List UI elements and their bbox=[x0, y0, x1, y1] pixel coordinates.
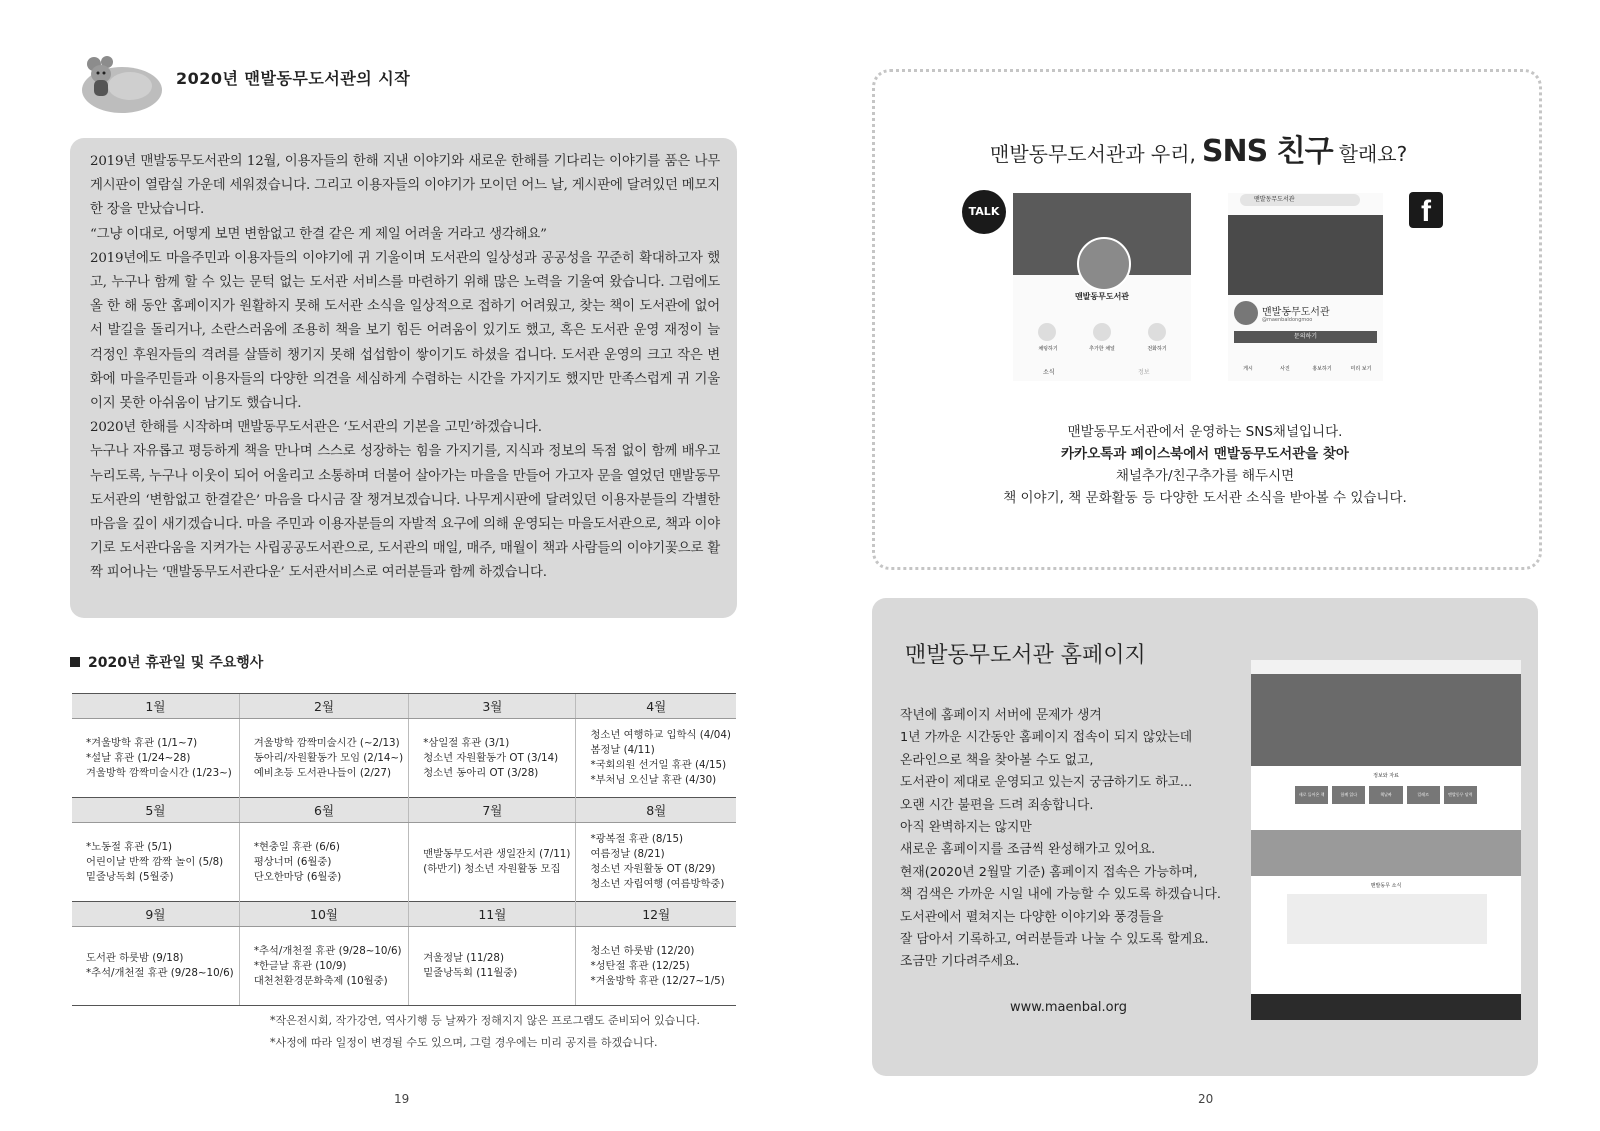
facebook-action: 미리 보기 bbox=[1350, 366, 1372, 372]
month-header: 2월 bbox=[239, 694, 408, 719]
facebook-action: 홍보하기 bbox=[1312, 366, 1332, 372]
month-header: 6월 bbox=[239, 798, 408, 823]
site-section-title: 정보와 자료 bbox=[1373, 773, 1399, 779]
schedule-item: 청소년 자원활동 OT (8/29) bbox=[590, 863, 716, 875]
kakaotalk-icon: TALK bbox=[962, 190, 1006, 234]
schedule-item: 청소년 하룻밤 (12/20) bbox=[590, 944, 695, 957]
facebook-action: 게시 bbox=[1243, 366, 1253, 372]
month-header: 3월 bbox=[409, 694, 576, 719]
schedule-item: 청소년 동아리 OT (3/28) bbox=[423, 766, 539, 779]
month-header: 10월 bbox=[239, 902, 408, 927]
homepage-text-line: 현재(2020년 2월말 기준) 홈페이지 접속은 가능하며, bbox=[900, 864, 1198, 880]
month-header: 5월 bbox=[72, 798, 239, 823]
homepage-text-line: 새로운 홈페이지를 조금씩 완성해가고 있어요. bbox=[900, 842, 1156, 858]
sns-description: 맨발동무도서관에서 운영하는 SNS채널입니다. 카카오톡과 페이스북에서 맨발동무도서관을 찾아 채널추가/친구추가를 해두시면 책 이야기, 책 문화활동 등 다양한 도서관 소식을 받아볼 수 있습니다. bbox=[1003, 424, 1407, 506]
homepage-text-line: 책 검색은 가까운 시일 내에 가능할 수 있도록 하겠습니다. bbox=[900, 887, 1221, 903]
homepage-text bbox=[900, 705, 1260, 974]
kakao-bottom-tab: 정보 bbox=[1138, 369, 1150, 376]
schedule-item: 겨울방학 깜짝미술시간 (1/23~) bbox=[86, 766, 232, 779]
homepage-text-line: 1년 가까운 시간동안 홈페이지 접속이 되지 않았는데 bbox=[900, 730, 1193, 746]
schedule-item: 겨울방학 깜짝미술시간 (~2/13) bbox=[253, 736, 400, 749]
schedule-item: 청소년 자원활동가 OT (3/14) bbox=[423, 751, 559, 764]
sns-heading: 맨발동무도서관과 우리, SNS 친구 할래요? bbox=[990, 134, 1408, 169]
month-header: 11월 bbox=[409, 902, 576, 927]
homepage-text-line: 작년에 홈페이지 서버에 문제가 생겨 bbox=[900, 708, 1102, 723]
intro-paragraph: 2020년 한해를 시작하며 맨발동무도서관은 ‘도서관의 기본을 고민’하겠습니다. bbox=[90, 420, 542, 436]
month-header: 12월 bbox=[576, 902, 736, 927]
schedule-item: 평상너머 (6월중) bbox=[253, 855, 332, 868]
month-header: 8월 bbox=[576, 798, 736, 823]
kakao-tab: 추가한 채널 bbox=[1089, 346, 1115, 352]
facebook-icon: f bbox=[1409, 192, 1443, 228]
facebook-handle: @maenbaldongmoo bbox=[1262, 317, 1313, 323]
schedule-item: 대천천환경문화축제 (10월중) bbox=[253, 974, 388, 987]
page-number: 19 bbox=[394, 1092, 410, 1106]
schedule-item: *한글날 휴관 (10/9) bbox=[253, 959, 347, 972]
facebook-page-name: 맨발동무도서관 bbox=[1262, 307, 1330, 318]
schedule-item: 겨울정날 (11/28) bbox=[423, 952, 504, 964]
schedule-item: *추석/개천절 휴관 (9/28~10/6) bbox=[86, 967, 234, 979]
homepage-url[interactable]: www.maenbal.org bbox=[1010, 1000, 1127, 1015]
profile-avatar bbox=[1234, 301, 1258, 325]
schedule-cell bbox=[239, 927, 408, 1006]
site-banner bbox=[1251, 830, 1521, 876]
site-menu-button: 함께 읽다 bbox=[1332, 786, 1365, 804]
site-menu bbox=[1295, 786, 1477, 804]
intro-paragraph: 2019년 맨발동무도서관의 12월, 이용자들의 한해 지낸 이야기와 새로운 한해를 기다리는 이야기를 품은 나무게시판이 열람실 가운데 세워졌습니다. 그리고 이용자들의 이야기가 모이던 어느 날, 게시판에 달려있던 메모지 한 장을 만났습니다. bbox=[90, 154, 720, 218]
schedule-item: 청소년 여행하교 입학식 (4/04) bbox=[590, 729, 731, 741]
schedule-table bbox=[72, 693, 736, 1006]
channel-icon bbox=[1093, 323, 1111, 341]
schedule-note: *사정에 따라 일정이 변경될 수도 있으며, 그럴 경우에는 미리 공지를 하겠습니다. bbox=[270, 1036, 658, 1049]
facebook-action: 사진 bbox=[1280, 366, 1290, 372]
page-number: 20 bbox=[1198, 1092, 1214, 1106]
facebook-contact-button: 문의하기 bbox=[1234, 331, 1377, 343]
schedule-item: (하반기) 청소년 자원활동 모집 bbox=[423, 863, 561, 875]
schedule-item: 맨발동무도서관 생일잔치 (7/11) bbox=[423, 848, 571, 860]
schedule-item: 단오한마당 (6월중) bbox=[253, 870, 342, 883]
site-news-thumbnails bbox=[1287, 894, 1487, 944]
facebook-page-screenshot bbox=[1228, 193, 1383, 381]
schedule-item: *광복절 휴관 (8/15) bbox=[590, 833, 684, 845]
profile-avatar bbox=[1077, 237, 1131, 291]
homepage-text-line: 온라인으로 책을 찾아볼 수도 없고, bbox=[900, 752, 1094, 768]
schedule-item: *노동절 휴관 (5/1) bbox=[86, 840, 173, 853]
homepage-screenshot bbox=[1251, 660, 1521, 1020]
site-footer bbox=[1251, 994, 1521, 1020]
homepage-title: 맨발동무도서관 홈페이지 bbox=[905, 643, 1146, 668]
site-menu-button: 새로 들어온 책 bbox=[1295, 786, 1328, 804]
schedule-item: 동아리/자원활동가 모임 (2/14~) bbox=[253, 751, 404, 764]
schedule-title: 2020년 휴관일 및 주요행사 bbox=[70, 652, 263, 672]
schedule-item: *국회의원 선거일 휴관 (4/15) bbox=[590, 759, 727, 771]
facebook-search: 맨발동무도서관 bbox=[1240, 194, 1360, 206]
schedule-cell bbox=[409, 719, 576, 798]
schedule-item: 도서관 하룻밤 (9/18) bbox=[86, 952, 184, 964]
schedule-cell bbox=[576, 719, 736, 798]
schedule-item: 청소년 자립여행 (여름방학중) bbox=[590, 878, 725, 890]
schedule-item: *겨울방학 휴관 (12/27~1/5) bbox=[590, 974, 725, 987]
kakao-channel-screenshot bbox=[1013, 193, 1191, 381]
schedule-item: 밑줄낭독회 (11월중) bbox=[423, 967, 518, 979]
kakao-bottom-tab: 소식 bbox=[1043, 369, 1055, 376]
homepage-text-line: 조금만 기다려주세요. bbox=[900, 954, 1020, 970]
homepage-text-line: 도서관이 제대로 운영되고 있는지 궁금하기도 하고... bbox=[900, 775, 1193, 791]
site-menu-button: 킬레르 bbox=[1407, 786, 1440, 804]
homepage-text-line: 잘 담아서 기록하고, 여러분들과 나눌 수 있도록 할게요. bbox=[900, 932, 1209, 948]
schedule-cell bbox=[409, 823, 576, 902]
schedule-cell bbox=[239, 823, 408, 902]
schedule-item: *삼일절 휴관 (3/1) bbox=[423, 736, 510, 749]
schedule-note: *작은전시회, 작가강연, 역사기행 등 날짜가 정해지지 않은 프로그램도 준비되어 있습니다. bbox=[270, 1014, 700, 1027]
month-header: 4월 bbox=[576, 694, 736, 719]
schedule-item: *추석/개천절 휴관 (9/28~10/6) bbox=[253, 944, 402, 957]
site-hero-photo bbox=[1251, 674, 1521, 766]
homepage-text-line: 도서관에서 펼쳐지는 다양한 이야기와 풍경들을 bbox=[900, 909, 1164, 925]
kakao-tab: 채팅하기 bbox=[1038, 346, 1058, 352]
schedule-cell bbox=[409, 927, 576, 1006]
chat-icon bbox=[1038, 323, 1056, 341]
homepage-text-line: 아직 완벽하지는 않지만 bbox=[900, 820, 1032, 836]
schedule-cell bbox=[72, 823, 239, 902]
site-header bbox=[1251, 660, 1521, 674]
site-menu-button: 맨발동무 달력 bbox=[1444, 786, 1477, 804]
schedule-cell bbox=[72, 927, 239, 1006]
schedule-cell bbox=[576, 927, 736, 1006]
homepage-text-line: 오랜 시간 불편을 드려 죄송합니다. bbox=[900, 797, 1094, 813]
intro-paragraph: 누구나 자유롭고 평등하게 책을 만나며 스스로 성장하는 힘을 가지기를, 지식과 정보의 독점 없이 함께 배우고 누리도록, 누구나 이웃이 되어 어울리고 소통하며 더불어 살아가는 마을을 만들어 가고자 문을 열었던 맨발동무도서관의 ‘변함없고 한결같은’ 마음을 다시금 잘 챙겨보겠습니다. 나무게시판에 달려있던 이용자분들의 각별한 마음을 깊이 새기겠습니다. 마을 주민과 이용자분들의 자발적 요구에 의해 운영되는 마을도서관으로, 책과 이야기로 도서관다움을 지켜가는 사립공공도서관으로, 도서관의 매일, 매주, 매월이 책과 사람들의 이야기꽃으로 활짝 피어나는 ‘맨발동무도서관다운’ 도서관서비스로 여러분들과 함께 하겠습니다. bbox=[90, 444, 720, 581]
schedule-item: *겨울방학 휴관 (1/1~7) bbox=[86, 736, 198, 749]
kakao-channel-name: 맨발동무도서관 bbox=[1074, 292, 1130, 301]
intro-quote: “그냥 이대로, 어떻게 보면 변함없고 한결 같은 게 제일 어려울 거라고 생각해요” bbox=[90, 226, 547, 242]
intro-text bbox=[90, 150, 720, 586]
site-menu-button: 책날짜 bbox=[1369, 786, 1402, 804]
intro-paragraph: 2019년에도 마을주민과 이용자들의 이야기에 귀 기울이며 도서관의 일상성과 공공성을 꾸준히 확대하고자 했고, 누구나 함께 할 수 있는 문턱 없는 도서관 서비스를 마련하기 위해 많은 노력을 기울여 왔습니다. 그럼에도 올 한 해 동안 홈페이지가 원활하지 못해 도서관 소식을 일상적으로 접하기 어려웠고, 찾는 책이 도서관에 없어서 발길을 돌리거나, 소란스러움에 조용히 책을 보기 힘든 어려움이 있기도 했고, 혹은 도서관 운영 재정이 늘 걱정인 후원자들의 격려를 살뜰히 챙기지 못해 섭섭함이 쌓이기도 하셨을 겁니다. 도서관 운영의 크고 작은 변화에 마을주민들과 이용자들의 다양한 의견을 세심하게 수렴하는 시간을 가지기도 했지만 만족스럽게 귀 기울이지 못한 아쉬움이 남기도 했습니다. bbox=[90, 250, 720, 412]
phone-icon bbox=[1148, 323, 1166, 341]
schedule-cell bbox=[576, 823, 736, 902]
schedule-cell bbox=[72, 719, 239, 798]
schedule-item: 여름정날 (8/21) bbox=[590, 848, 665, 860]
month-header: 9월 bbox=[72, 902, 239, 927]
cover-photo bbox=[1228, 215, 1383, 295]
month-header: 1월 bbox=[72, 694, 239, 719]
schedule-item: 밑줄낭독회 (5월중) bbox=[86, 870, 174, 883]
mouse-illustration bbox=[72, 52, 162, 114]
schedule-item: *성탄절 휴관 (12/25) bbox=[590, 959, 690, 972]
schedule-item: *현충일 휴관 (6/6) bbox=[253, 840, 340, 853]
schedule-item: 봄정날 (4/11) bbox=[590, 744, 655, 756]
site-section-title: 맨발동무 소식 bbox=[1370, 883, 1402, 889]
schedule-item: 어린이날 반짝 깜짝 놀이 (5/8) bbox=[86, 855, 224, 868]
schedule-item: *설날 휴관 (1/24~28) bbox=[86, 751, 191, 764]
section-title: 2020년 맨발동무도서관의 시작 bbox=[176, 69, 411, 88]
month-header: 7월 bbox=[409, 798, 576, 823]
square-bullet-icon bbox=[70, 657, 80, 667]
schedule-cell bbox=[239, 719, 408, 798]
schedule-item: *부처님 오신날 휴관 (4/30) bbox=[590, 774, 717, 786]
kakao-tab: 전화하기 bbox=[1147, 346, 1167, 352]
schedule-item: 예비초등 도서관나들이 (2/27) bbox=[253, 766, 391, 779]
